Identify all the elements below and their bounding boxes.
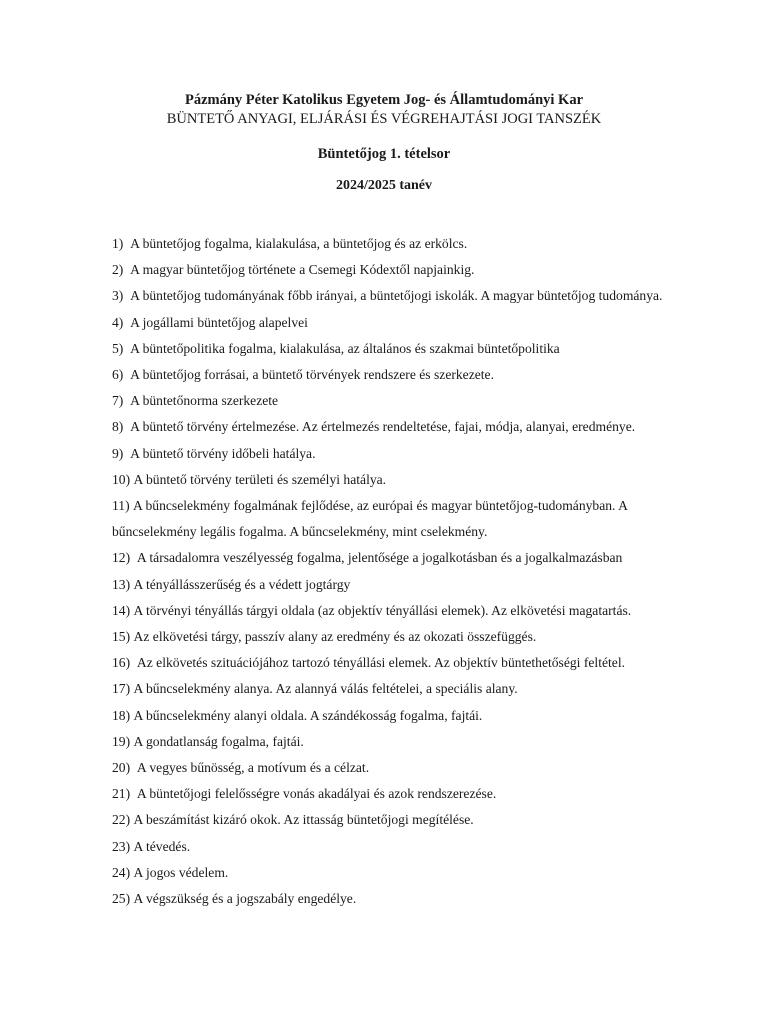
list-item [112,703,672,729]
item-text: A bűncselekmény fogalmának fejlődése, az európai és magyar büntetőjog-tudományban. A bűncselekmény legális fogalma. A bűncselekmény, mint cselekmény. [112,498,628,540]
item-text: A tévedés. [133,838,191,854]
item-text: A vegyes bűnösség, a motívum és a célzat. [136,760,370,776]
item-text: A bűncselekmény alanya. Az alannyá válás feltételei, a speciális alany. [133,681,518,697]
item-number: 13) [112,576,131,592]
document-title: Büntetőjog 1. tételsor [317,146,451,162]
list-item [112,572,672,598]
academic-year: 2024/2025 tanév [335,178,433,193]
item-text: A jogos védelem. [133,864,229,880]
item-number: 23) [112,838,131,854]
item-text: A büntetőnorma szerkezete [130,393,279,409]
list-item [112,807,672,833]
item-text: A büntetőpolitika fogalma, kialakulása, az általános és szakmai büntetőpolitika [130,340,560,356]
item-text: A büntetőjog tudományának főbb irányai, a büntetőjogi iskolák. A magyar büntetőjog tudománya. [130,288,663,304]
list-item [112,860,672,886]
list-item [112,834,672,860]
item-number: 5) [112,340,124,356]
item-number: 22) [112,812,131,828]
item-number: 10) [112,471,131,487]
item-number: 8) [112,419,124,435]
list-item [112,624,672,650]
item-number: 9) [112,445,124,461]
item-text: A gondatlanság fogalma, fajtái. [133,733,304,749]
item-text: A büntető törvény értelmezése. Az értelmezés rendeltetése, fajai, módja, alanyai, eredménye. [130,419,636,435]
item-number: 3) [112,288,124,304]
item-number: 17) [112,681,131,697]
item-number: 7) [112,393,124,409]
document-header [0,90,768,128]
list-item [112,388,672,414]
topic-list [112,231,672,912]
list-item [112,781,672,807]
list-item [112,257,672,283]
item-number: 1) [112,236,124,251]
item-number: 14) [112,602,131,618]
item-text: A beszámítást kizáró okok. Az ittasság büntetőjogi megítélése. [133,812,474,828]
list-item [112,441,672,467]
item-number: 6) [112,367,124,383]
item-text: Az elkövetés szituációjához tartozó tényállási elemek. Az objektív büntethetőségi feltétel. [136,655,625,671]
list-item [112,231,672,257]
item-number: 21) [112,786,131,802]
item-number: 16) [112,655,131,671]
list-item [112,676,672,702]
item-number: 24) [112,864,131,880]
list-item [112,650,672,676]
item-number: 25) [112,891,131,907]
list-item [112,336,672,362]
item-text: A büntető törvény időbeli hatálya. [130,445,316,461]
list-item [112,598,672,624]
item-number: 20) [112,760,131,776]
list-item [112,310,672,336]
item-text: A büntetőjogi felelősségre vonás akadályai és azok rendszerezése. [136,786,497,802]
institution-name: Pázmány Péter Katolikus Egyetem Jog- és Államtudományi Kar [184,92,584,108]
item-text: A büntetőjog forrásai, a büntető törvények rendszere és szerkezete. [130,367,494,383]
list-item [112,729,672,755]
item-number: 19) [112,733,131,749]
item-text: A büntető törvény területi és személyi hatálya. [133,471,387,487]
item-number: 4) [112,314,124,330]
list-item [112,493,672,545]
item-number: 18) [112,707,131,723]
list-item [112,755,672,781]
list-item [112,545,672,571]
item-text: A tényállásszerűség és a védett jogtárgy [133,576,351,592]
list-item [112,467,672,493]
item-text: A bűncselekmény alanyi oldala. A szándékosság fogalma, fajtái. [133,707,483,723]
item-text: A büntetőjog fogalma, kialakulása, a büntetőjog és az erkölcs. [130,236,468,251]
item-number: 11) [112,498,130,514]
list-item [112,362,672,388]
item-text: A törvényi tényállás tárgyi oldala (az objektív tényállási elemek). Az elkövetési magatartás. [133,602,632,618]
list-item [112,283,672,309]
item-text: A jogállami büntetőjog alapelvei [130,314,308,330]
list-item [112,414,672,440]
item-text: A társadalomra veszélyesség fogalma, jelentősége a jogalkotásban és a jogalkalmazásban [136,550,623,566]
item-text: A magyar büntetőjog története a Csemegi Kódextől napjainkig. [130,262,475,278]
item-number: 12) [112,550,131,566]
list-item [112,886,672,912]
item-text: Az elkövetési tárgy, passzív alany az eredmény és az okozati összefüggés. [133,629,537,645]
item-number: 2) [112,262,124,278]
department-name: BÜNTETŐ ANYAGI, ELJÁRÁSI ÉS VÉGREHAJTÁSI JOGI TANSZÉK [166,111,602,127]
item-number: 15) [112,629,131,645]
item-text: A végszükség és a jogszabály engedélye. [133,891,357,907]
